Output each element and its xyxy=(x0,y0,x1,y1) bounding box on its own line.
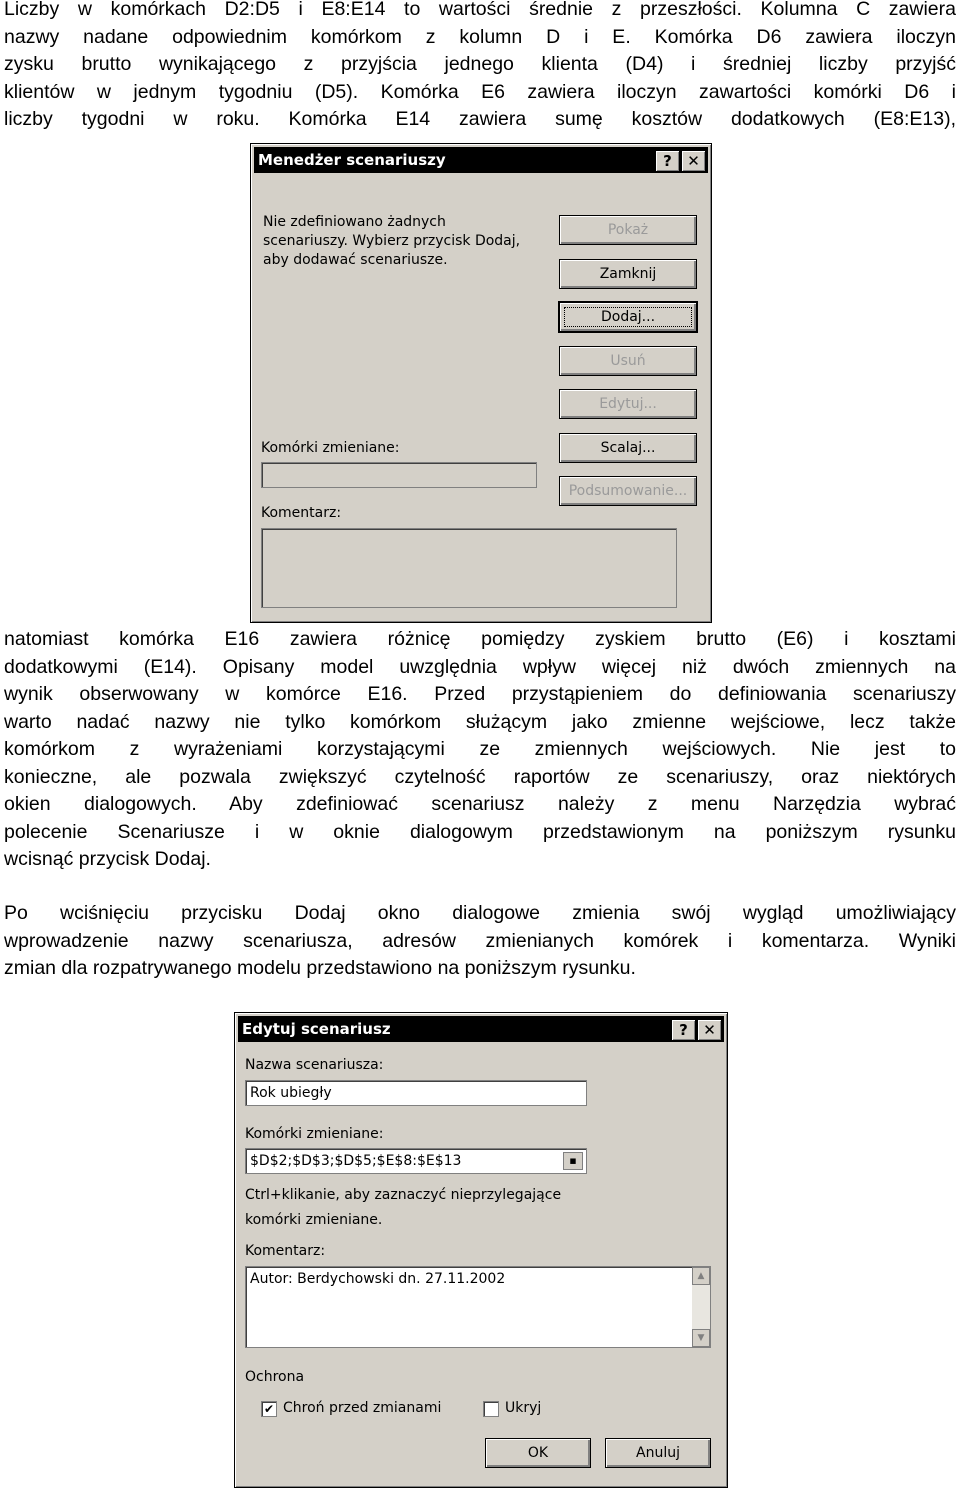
dialog-title: Edytuj scenariusz xyxy=(242,1020,391,1038)
text-line: zmian dla rozpatrywanego modelu przedstawiono na poniższym rysunku. xyxy=(4,957,636,979)
hide-label[interactable]: Ukryj xyxy=(505,1400,542,1416)
scenario-manager-dialog xyxy=(250,143,712,623)
changing-cells-value: $D$2;$D$3;$D$5;$E$8:$E$13 xyxy=(250,1153,462,1169)
add-button[interactable] xyxy=(559,302,697,332)
paragraph-3 xyxy=(4,900,956,983)
scenario-list[interactable] xyxy=(259,208,545,458)
hint-line: Ctrl+klikanie, aby zaznaczyć nieprzylegające xyxy=(245,1187,562,1203)
text-line: Liczby w komórkach D2:D5 i E8:E14 to wartości średnie z przeszłości. Kolumna C zawiera xyxy=(4,0,956,20)
delete-button[interactable]: Usuń xyxy=(559,346,697,376)
prevent-changes-label[interactable]: Chroń przed zmianami xyxy=(283,1400,442,1416)
text-line: klientów w jednym tygodniu (D5). Komórka E6 zawiera iloczyn zawartości komórki D6 i xyxy=(4,80,956,103)
dialog-title: Menedżer scenariuszy xyxy=(258,151,446,169)
text-line: liczby tygodni w roku. Komórka E14 zawiera sumę kosztów dodatkowych (E8:E13), xyxy=(4,108,956,130)
hint-line: komórki zmieniane. xyxy=(245,1212,383,1228)
paragraph-1 xyxy=(4,0,956,134)
text-line: nazwy nadane odpowiednim komórkom z kolumn D i E. Komórka D6 zawiera iloczyn xyxy=(4,25,956,48)
protection-label: Ochrona xyxy=(245,1369,305,1385)
text-line: wprowadzenie nazwy scenariusza, adresów zmienianych komórek i komentarza. Wyniki xyxy=(4,929,956,952)
text-line: wynik obserwowany w komórce E16. Przed przystąpieniem do definiowania scenariuszy xyxy=(4,683,956,705)
close-button[interactable]: ✕ xyxy=(681,150,706,172)
scroll-down-arrow-icon[interactable]: ▼ xyxy=(692,1329,710,1347)
text-line: natomiast komórka E16 zawiera różnicę pomiędzy zyskiem brutto (E6) i kosztami xyxy=(4,628,956,650)
comment-scrollbar[interactable] xyxy=(692,1267,710,1347)
text-line: polecenie Scenariusze i w oknie dialogowym przedstawionym na poniższym rysunku xyxy=(4,820,956,843)
hide-checkbox[interactable] xyxy=(483,1401,499,1417)
comment-label: Komentarz: xyxy=(261,505,342,521)
help-button[interactable]: ? xyxy=(655,150,680,172)
edit-scenario-dialog xyxy=(234,1012,728,1488)
merge-button[interactable]: Scalaj... xyxy=(559,433,697,463)
cancel-button[interactable]: Anuluj xyxy=(605,1438,711,1468)
scenario-name-input[interactable]: Rok ubiegły xyxy=(245,1080,587,1106)
dialog-titlebar xyxy=(238,1016,724,1042)
edit-button[interactable]: Edytuj... xyxy=(559,389,697,419)
ok-button[interactable]: OK xyxy=(485,1438,591,1468)
text-line: warto nadać nazwy nie tylko komórkom służącym jako zmienne wejściowe, lecz także xyxy=(4,710,956,733)
comment-value: Autor: Berdychowski dn. 27.11.2002 xyxy=(250,1271,506,1287)
text-line: dodatkowymi (E14). Opisany model uwzględnia wpływ więcej niż dwóch zmiennych na xyxy=(4,655,956,678)
summary-button[interactable]: Podsumowanie... xyxy=(559,476,697,506)
text-line: zysku brutto wynikającego z przyjścia jednego klienta (D4) i średniej liczby przyjść xyxy=(4,53,956,75)
changing-cells-input[interactable] xyxy=(245,1148,587,1174)
prevent-changes-checkbox[interactable]: ✔ xyxy=(261,1401,277,1417)
add-button-label: Dodaj... xyxy=(600,309,656,325)
text-line: komórkom z wyrażeniami korzystającymi ze zmiennych wejściowych. Nie jest to xyxy=(4,738,956,760)
text-line: Po wciśnięciu przycisku Dodaj okno dialogowe zmienia swój wygląd umożliwiający xyxy=(4,902,956,924)
changing-cells-label: Komórki zmieniane: xyxy=(261,440,400,456)
paragraph-2 xyxy=(4,626,956,874)
comment-textarea[interactable] xyxy=(245,1266,711,1348)
text-line: konieczne, ale pozwala zwiększyć czytelność raportów ze scenariuszy, oraz niektórych xyxy=(4,765,956,788)
no-scenarios-message-line: aby dodawać scenariusze. xyxy=(263,252,448,268)
scenario-name-label: Nazwa scenariusza: xyxy=(245,1057,384,1073)
close-dialog-button[interactable]: Zamknij xyxy=(559,259,697,289)
close-button[interactable]: ✕ xyxy=(697,1019,722,1041)
no-scenarios-message-line: Nie zdefiniowano żadnych xyxy=(263,214,446,230)
help-button[interactable]: ? xyxy=(671,1019,696,1041)
dialog-titlebar xyxy=(254,147,708,173)
changing-cells-label: Komórki zmieniane: xyxy=(245,1126,384,1142)
protection-group xyxy=(245,1389,715,1415)
changing-cells-field xyxy=(261,462,537,488)
scroll-up-arrow-icon[interactable]: ▲ xyxy=(692,1267,710,1285)
collapse-dialog-icon[interactable]: ▪ xyxy=(563,1152,583,1170)
comment-label: Komentarz: xyxy=(245,1243,326,1259)
show-button[interactable]: Pokaż xyxy=(559,215,697,245)
text-line: okien dialogowych. Aby zdefiniować scenariusz należy z menu Narzędzia wybrać xyxy=(4,793,956,815)
text-line: wcisnąć przycisk Dodaj. xyxy=(4,848,211,870)
comment-field xyxy=(261,528,677,608)
no-scenarios-message-line: scenariuszy. Wybierz przycisk Dodaj, xyxy=(263,233,521,249)
